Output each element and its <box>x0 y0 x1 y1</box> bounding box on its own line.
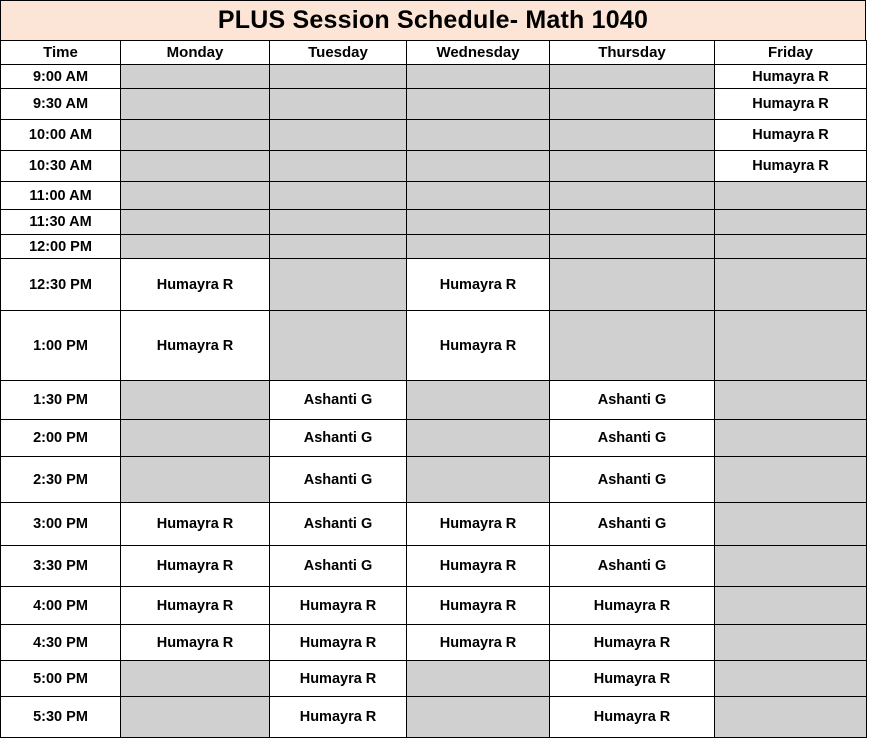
slot-wednesday <box>407 457 550 503</box>
table-row <box>1 457 867 503</box>
slot-friday <box>715 697 867 738</box>
slot-friday <box>715 259 867 311</box>
slot-monday <box>121 65 270 89</box>
schedule-title: PLUS Session Schedule- Math 1040 <box>0 0 866 40</box>
slot-wednesday <box>407 697 550 738</box>
slot-tuesday <box>270 151 407 182</box>
slot-wednesday <box>407 420 550 457</box>
slot-friday <box>715 182 867 210</box>
header-tuesday: Tuesday <box>270 41 407 65</box>
time-cell: 11:30 AM <box>1 210 121 235</box>
slot-monday <box>121 235 270 259</box>
slot-friday <box>715 381 867 420</box>
slot-wednesday <box>407 210 550 235</box>
slot-wednesday <box>407 235 550 259</box>
time-cell: 1:30 PM <box>1 381 121 420</box>
table-row <box>1 697 867 738</box>
table-row <box>1 503 867 546</box>
slot-friday <box>715 420 867 457</box>
schedule-table <box>0 40 867 738</box>
header-friday: Friday <box>715 41 867 65</box>
header-wednesday: Wednesday <box>407 41 550 65</box>
slot-friday <box>715 311 867 381</box>
slot-tuesday <box>270 89 407 120</box>
slot-thursday <box>550 210 715 235</box>
slot-wednesday <box>407 661 550 697</box>
slot-friday <box>715 587 867 625</box>
slot-monday: Humayra R <box>121 587 270 625</box>
slot-tuesday <box>270 182 407 210</box>
slot-wednesday: Humayra R <box>407 587 550 625</box>
table-row <box>1 120 867 151</box>
slot-thursday <box>550 235 715 259</box>
slot-thursday: Ashanti G <box>550 381 715 420</box>
slot-thursday <box>550 182 715 210</box>
slot-tuesday: Ashanti G <box>270 503 407 546</box>
slot-tuesday: Ashanti G <box>270 381 407 420</box>
time-cell: 3:00 PM <box>1 503 121 546</box>
slot-wednesday <box>407 151 550 182</box>
table-row <box>1 259 867 311</box>
slot-thursday: Ashanti G <box>550 457 715 503</box>
time-cell: 4:00 PM <box>1 587 121 625</box>
slot-thursday: Humayra R <box>550 697 715 738</box>
table-row <box>1 661 867 697</box>
slot-tuesday <box>270 235 407 259</box>
slot-thursday: Humayra R <box>550 661 715 697</box>
slot-wednesday <box>407 89 550 120</box>
slot-tuesday: Ashanti G <box>270 457 407 503</box>
slot-monday: Humayra R <box>121 311 270 381</box>
slot-friday: Humayra R <box>715 151 867 182</box>
slot-thursday: Humayra R <box>550 625 715 661</box>
slot-monday <box>121 697 270 738</box>
slot-monday: Humayra R <box>121 259 270 311</box>
table-row <box>1 625 867 661</box>
time-cell: 2:30 PM <box>1 457 121 503</box>
slot-monday: Humayra R <box>121 503 270 546</box>
slot-friday: Humayra R <box>715 65 867 89</box>
slot-monday <box>121 120 270 151</box>
slot-tuesday: Humayra R <box>270 697 407 738</box>
slot-friday: Humayra R <box>715 120 867 151</box>
header-monday: Monday <box>121 41 270 65</box>
schedule-body <box>1 65 867 738</box>
slot-tuesday <box>270 65 407 89</box>
time-cell: 4:30 PM <box>1 625 121 661</box>
table-row <box>1 546 867 587</box>
time-cell: 10:00 AM <box>1 120 121 151</box>
slot-friday: Humayra R <box>715 89 867 120</box>
time-cell: 2:00 PM <box>1 420 121 457</box>
slot-thursday <box>550 259 715 311</box>
time-cell: 9:30 AM <box>1 89 121 120</box>
slot-friday <box>715 546 867 587</box>
slot-friday <box>715 210 867 235</box>
slot-tuesday: Humayra R <box>270 661 407 697</box>
slot-wednesday: Humayra R <box>407 311 550 381</box>
slot-wednesday <box>407 381 550 420</box>
slot-monday <box>121 182 270 210</box>
slot-tuesday: Humayra R <box>270 587 407 625</box>
slot-thursday: Humayra R <box>550 587 715 625</box>
slot-wednesday <box>407 182 550 210</box>
slot-wednesday <box>407 65 550 89</box>
slot-monday <box>121 420 270 457</box>
slot-tuesday <box>270 259 407 311</box>
time-cell: 12:00 PM <box>1 235 121 259</box>
slot-wednesday: Humayra R <box>407 546 550 587</box>
time-cell: 11:00 AM <box>1 182 121 210</box>
slot-monday <box>121 89 270 120</box>
time-cell: 9:00 AM <box>1 65 121 89</box>
slot-monday <box>121 457 270 503</box>
slot-friday <box>715 661 867 697</box>
slot-thursday <box>550 65 715 89</box>
slot-friday <box>715 457 867 503</box>
slot-friday <box>715 625 867 661</box>
slot-wednesday: Humayra R <box>407 503 550 546</box>
slot-thursday <box>550 151 715 182</box>
slot-thursday: Ashanti G <box>550 420 715 457</box>
header-time: Time <box>1 41 121 65</box>
table-row <box>1 235 867 259</box>
table-row <box>1 587 867 625</box>
table-row <box>1 182 867 210</box>
slot-tuesday <box>270 311 407 381</box>
slot-wednesday: Humayra R <box>407 259 550 311</box>
slot-wednesday: Humayra R <box>407 625 550 661</box>
slot-thursday <box>550 120 715 151</box>
time-cell: 3:30 PM <box>1 546 121 587</box>
slot-tuesday <box>270 210 407 235</box>
table-row <box>1 151 867 182</box>
slot-tuesday: Ashanti G <box>270 546 407 587</box>
slot-tuesday: Ashanti G <box>270 420 407 457</box>
time-cell: 12:30 PM <box>1 259 121 311</box>
time-cell: 5:00 PM <box>1 661 121 697</box>
time-cell: 5:30 PM <box>1 697 121 738</box>
table-row <box>1 210 867 235</box>
slot-friday <box>715 503 867 546</box>
table-row <box>1 65 867 89</box>
time-cell: 10:30 AM <box>1 151 121 182</box>
header-row <box>1 41 867 65</box>
table-row <box>1 381 867 420</box>
slot-monday <box>121 381 270 420</box>
slot-thursday: Ashanti G <box>550 546 715 587</box>
table-row <box>1 89 867 120</box>
slot-thursday: Ashanti G <box>550 503 715 546</box>
slot-monday <box>121 661 270 697</box>
slot-monday: Humayra R <box>121 546 270 587</box>
slot-wednesday <box>407 120 550 151</box>
table-row <box>1 311 867 381</box>
table-row <box>1 420 867 457</box>
time-cell: 1:00 PM <box>1 311 121 381</box>
slot-monday: Humayra R <box>121 625 270 661</box>
header-thursday: Thursday <box>550 41 715 65</box>
slot-thursday <box>550 89 715 120</box>
slot-monday <box>121 210 270 235</box>
slot-tuesday: Humayra R <box>270 625 407 661</box>
slot-tuesday <box>270 120 407 151</box>
slot-monday <box>121 151 270 182</box>
slot-friday <box>715 235 867 259</box>
slot-thursday <box>550 311 715 381</box>
